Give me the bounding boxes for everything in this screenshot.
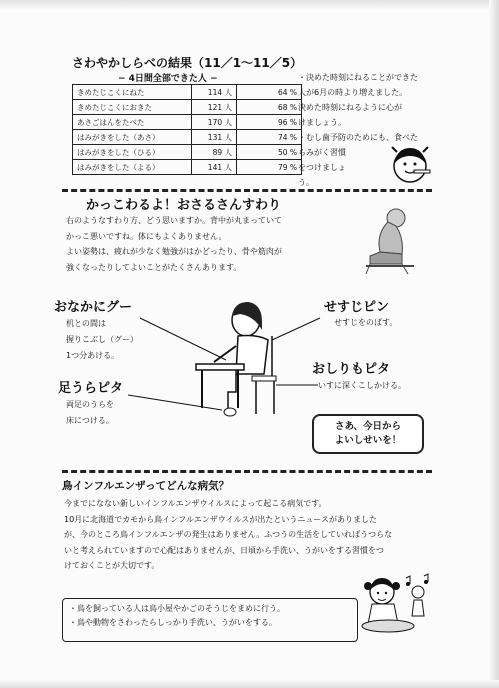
row-count: 89 人	[192, 145, 237, 160]
tip-line: ・鳥や動物をさわったらしっかり手洗い、うがいをする。	[69, 618, 277, 627]
row-count: 131 人	[192, 130, 237, 145]
row-label: あさごはんをたべた	[73, 115, 192, 130]
belly-tip-line: 1つ分あける。	[66, 351, 120, 360]
row-label: きめたじこくにおきた	[73, 100, 192, 115]
paragraph-line: かっこ悪いですね。体にもよくありません。	[66, 231, 227, 241]
paragraph-line: 右のようなすわり方、どう思いますか。背中が丸まっていて	[66, 216, 282, 225]
bottom-tip-line: いすに深くこしかける。	[318, 381, 406, 390]
feet-tip-line: 床につける。	[66, 416, 114, 425]
paragraph-line: 強くなったりしてよいことがたくさんあります。	[66, 262, 242, 272]
flu-title: 鳥インフルエンザってどんな病気？	[62, 480, 230, 492]
row-label: はみがきをした（よる）	[73, 160, 192, 175]
row-count: 141 人	[192, 160, 237, 175]
paragraph-line: 10月に北海道でカモから鳥インフルエンザウイルスが出たというニュースがありました	[64, 514, 377, 524]
note-line: ・むし歯予防のためにも、食べた	[298, 133, 418, 142]
paragraph-line: けておくことが大切です。	[64, 561, 160, 570]
row-label: きめたじこくにねた	[73, 85, 192, 100]
flu-paragraph	[64, 496, 436, 574]
posture-title: かっこわるよ！おさるさんすわり	[86, 198, 282, 213]
row-label: はみがきをした（あさ）	[73, 130, 192, 145]
feet-tip-line: 両足のうらを	[66, 400, 114, 409]
row-percent: 50 %	[237, 145, 302, 160]
paragraph-line: いと考えられていますので心配はありませんが、日頃から手洗い、うがいをする習慣をつ	[64, 545, 384, 555]
row-percent: 68 %	[237, 100, 302, 115]
tip-line: ・鳥を飼っている人は鳥小屋やかごのそうじをまめに行う。	[69, 604, 285, 613]
belly-tip-line: 机との間は	[66, 319, 106, 328]
row-count: 121 人	[192, 100, 237, 115]
bottom-tip-title: おしりもピタ	[312, 362, 391, 377]
flu-tips-box	[62, 598, 358, 642]
callout-line: さあ、今日から	[334, 421, 402, 432]
girl-washing-hands-illustration	[358, 572, 436, 636]
note-line: らみがく習慣	[298, 148, 346, 157]
row-count: 114 人	[192, 85, 237, 100]
row-percent: 79 %	[237, 160, 302, 175]
paragraph-line: 今までになない新しいインフルエンザウイルスによって起こる病気です。	[64, 499, 327, 508]
paragraph-line: が、今のところ鳥インフルエンザの発生はありません。ふつうの生活をしていればうつらな	[64, 530, 393, 539]
row-percent: 64 %	[237, 85, 302, 100]
note-line: をつけましょ	[298, 163, 346, 172]
note-line: ・決めた時刻にねることができた	[298, 73, 418, 82]
feet-tip-title: 足うらピタ	[58, 381, 124, 396]
survey-title: さわやかしらべの結果（11／1〜11／5）	[72, 56, 303, 70]
row-label: はみがきをした（ひる）	[73, 145, 192, 160]
back-tip-line: せすじをのばす。	[334, 318, 398, 327]
callout-line: よいしせいを！	[334, 435, 402, 446]
survey-subtitle: − 4日間全部できた人 −	[118, 74, 218, 84]
callout-bubble	[312, 414, 424, 454]
row-count: 170 人	[192, 115, 237, 130]
belly-tip-line: 握りこぶし（グー）	[66, 335, 138, 344]
row-percent: 96 %	[237, 115, 302, 130]
note-line: 人が6月の時より増えました。	[298, 88, 408, 97]
section-divider	[62, 470, 432, 473]
note-line: う。	[298, 178, 314, 187]
paragraph-line: よい姿勢は、疲れが少なく勉強がはかどったり、骨や筋肉が	[66, 247, 282, 256]
row-percent: 74 %	[237, 130, 302, 145]
note-line: けましょう。	[298, 118, 346, 127]
back-tip-title: せすじピン	[324, 300, 390, 315]
note-line: 決めた時刻にねるように心が	[298, 103, 402, 112]
belly-tip-title: おなかにグー	[54, 300, 133, 315]
